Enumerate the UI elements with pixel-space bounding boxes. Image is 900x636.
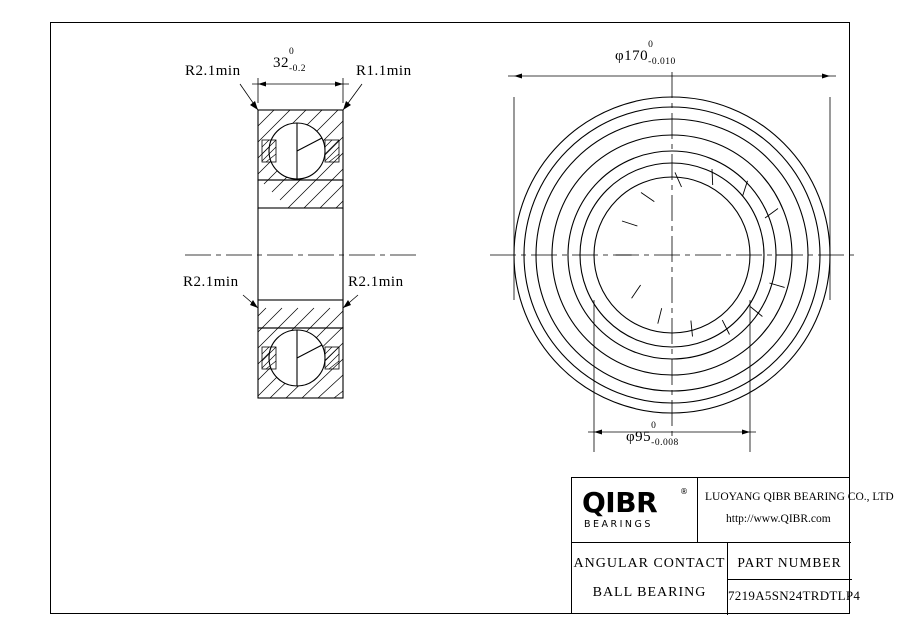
company-info: [697, 478, 894, 542]
part-number-divider: [728, 579, 852, 580]
label-chamfer-top-right: R1.1min: [356, 63, 412, 79]
product-name: [572, 543, 727, 615]
center-lines: [490, 72, 855, 437]
part-number-value: 7219A5SN24TRDTLP4: [728, 588, 861, 603]
label-chamfer-bottom-right: R2.1min: [348, 274, 404, 290]
dim-outer-diameter-label: φ170 0 -0.010: [615, 40, 676, 67]
part-number-header: PART NUMBER: [737, 555, 842, 570]
registered-trademark-icon: ®: [680, 487, 688, 496]
brand-tagline: BEARINGS: [584, 519, 653, 530]
product-name-line2: BALL BEARING: [592, 585, 707, 600]
title-block-header: [572, 478, 894, 543]
brand-logo-text: QIBR: [582, 486, 658, 519]
cage-pockets: [616, 169, 792, 337]
title-block: [571, 477, 894, 614]
product-name-line1: ANGULAR CONTACT: [573, 556, 726, 571]
dim-width: [252, 78, 349, 103]
company-name: LUOYANG QIBR BEARING CO., LTD: [705, 491, 894, 503]
brand-logo: [572, 478, 697, 542]
part-number-cell: [727, 543, 861, 615]
company-url: http://www.QIBR.com: [726, 513, 831, 525]
title-block-body: [572, 543, 861, 615]
label-chamfer-top-left: R2.1min: [185, 63, 241, 79]
label-chamfer-bottom-left: R2.1min: [183, 274, 239, 290]
dim-bore-diameter-label: φ95 0 -0.008: [626, 421, 679, 448]
dim-width-label: 32 0 -0.2: [273, 47, 307, 74]
